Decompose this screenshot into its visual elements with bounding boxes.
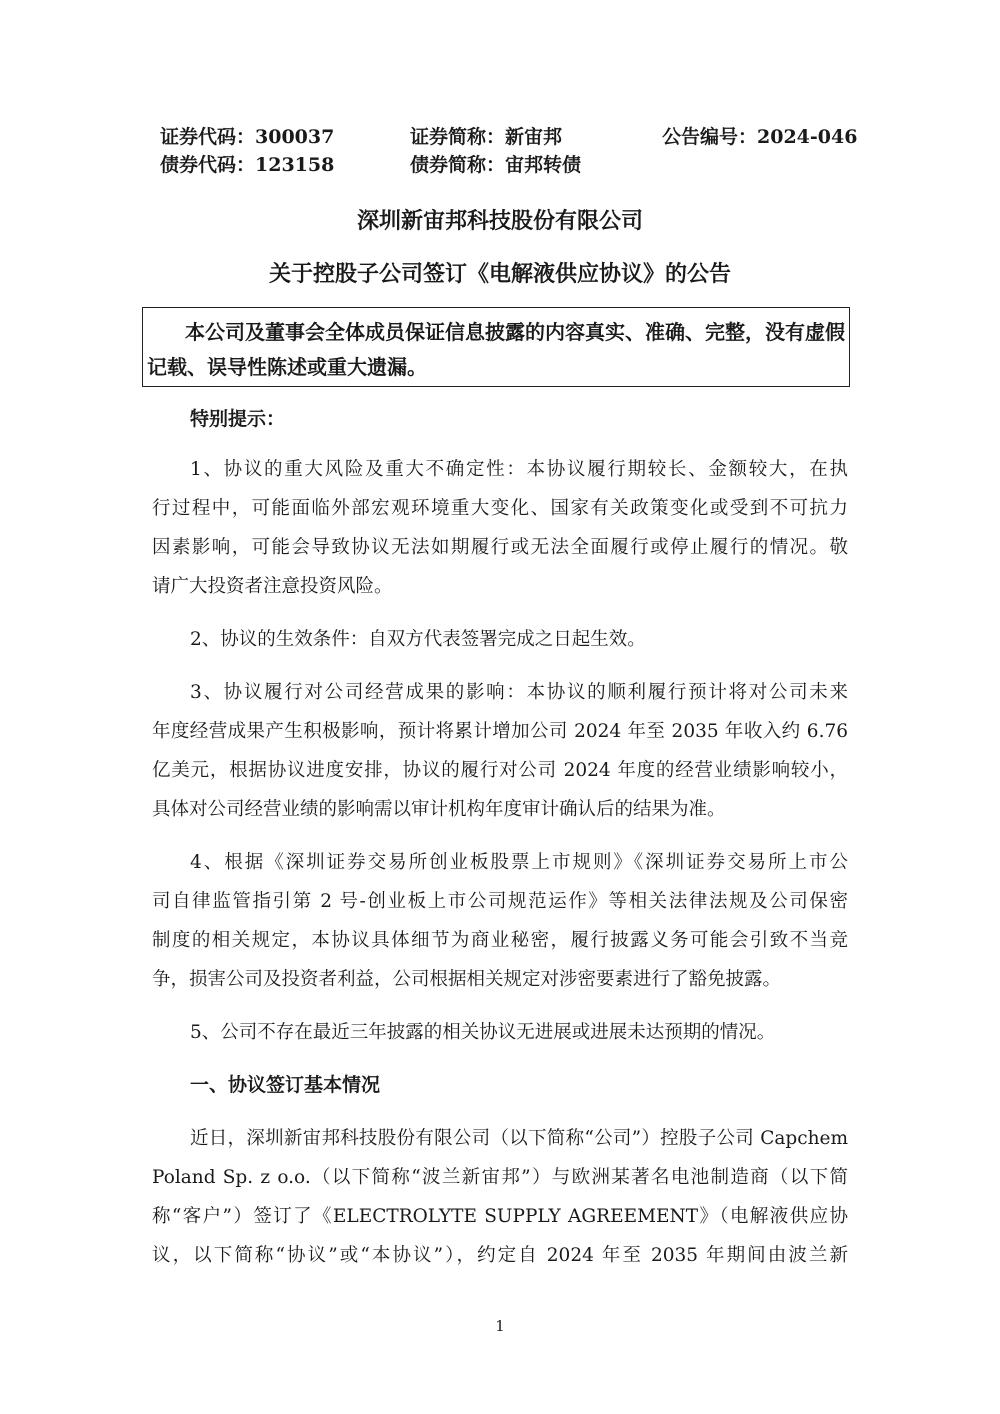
item1-line-1: 1、协议的重大风险及重大不确定性：本协议履行期较长、金额较大，在执	[190, 459, 848, 480]
item4-line-2: 司自律监管指引第 2 号-创业板上市公司规范运作》等相关法律法规及公司保密	[152, 891, 848, 912]
item2-line-1: 2、协议的生效条件：自双方代表签署完成之日起生效。	[190, 629, 646, 650]
item1-line-4: 请广大投资者注意投资风险。	[152, 576, 393, 597]
item4-line-1: 4、根据《深圳证券交易所创业板股票上市规则》《深圳证券交易所上市公	[190, 852, 848, 873]
notice-line-1: 本公司及董事会全体成员保证信息披露的内容真实、准确、完整，没有虚假	[185, 320, 845, 344]
item3-line-3: 亿美元，根据协议进度安排，协议的履行对公司 2024 年度的经营业绩影响较小，	[152, 760, 848, 781]
responsibility-notice-box	[142, 307, 850, 387]
section1-line-1: 近日，深圳新宙邦科技股份有限公司（以下简称“公司”）控股子公司 Capchem	[190, 1128, 848, 1149]
item1-line-3: 因素影响，可能会导致协议无法如期履行或无法全面履行或停止履行的情况。敬	[152, 537, 848, 558]
bond-name: 债券简称：宙邦转债	[410, 154, 582, 176]
item4-line-4: 争，损害公司及投资者利益，公司根据相关规定对涉密要素进行了豁免披露。	[152, 969, 782, 990]
header-row-1	[160, 122, 858, 150]
announcement-number: 公告编号：2024-046	[662, 126, 858, 148]
page-number: 1	[495, 1317, 505, 1335]
item3-line-1: 3、协议履行对公司经营成果的影响：本协议的顺利履行预计将对公司未来	[190, 682, 848, 703]
bond-code: 债券代码：123158	[160, 154, 335, 176]
item4-line-3: 制度的相关规定，本协议具体细节为商业秘密，履行披露义务可能会引致不当竞	[152, 930, 848, 951]
item3-line-4: 具体对公司经营业绩的影响需以审计机构年度审计确认后的结果为准。	[152, 799, 726, 820]
item5-line-1: 5、公司不存在最近三年披露的相关协议无进展或进展未达预期的情况。	[190, 1022, 776, 1043]
item3-line-2: 年度经营成果产生积极影响，预计将累计增加公司 2024 年至 2035 年收入约 6.76	[152, 721, 848, 742]
section1-line-3: 称“客户”）签订了《ELECTROLYTE SUPPLY AGREEMENT》（电解液供应协	[152, 1206, 848, 1227]
security-code: 证券代码：300037	[160, 126, 335, 148]
section1-line-2: Poland Sp. z o.o.（以下简称“波兰新宙邦”）与欧洲某著名电池制造商（以下简	[152, 1167, 848, 1188]
section1-line-4: 议，以下简称“协议”或“本协议”），约定自 2024 年至 2035 年期间由波兰新	[152, 1245, 848, 1266]
special-tips-heading: 特别提示：	[190, 408, 286, 430]
notice-line-2: 记载、误导性陈述或重大遗漏。	[147, 355, 427, 379]
section1-heading: 一、协议签订基本情况	[190, 1074, 381, 1096]
announcement-title: 关于控股子公司签订《电解液供应协议》的公告	[268, 261, 731, 287]
security-name: 证券简称：新宙邦	[410, 126, 563, 148]
item1-line-2: 行过程中，可能面临外部宏观环境重大变化、国家有关政策变化或受到不可抗力	[152, 498, 848, 519]
header-row-2	[160, 150, 850, 178]
company-title: 深圳新宙邦科技股份有限公司	[356, 208, 643, 234]
